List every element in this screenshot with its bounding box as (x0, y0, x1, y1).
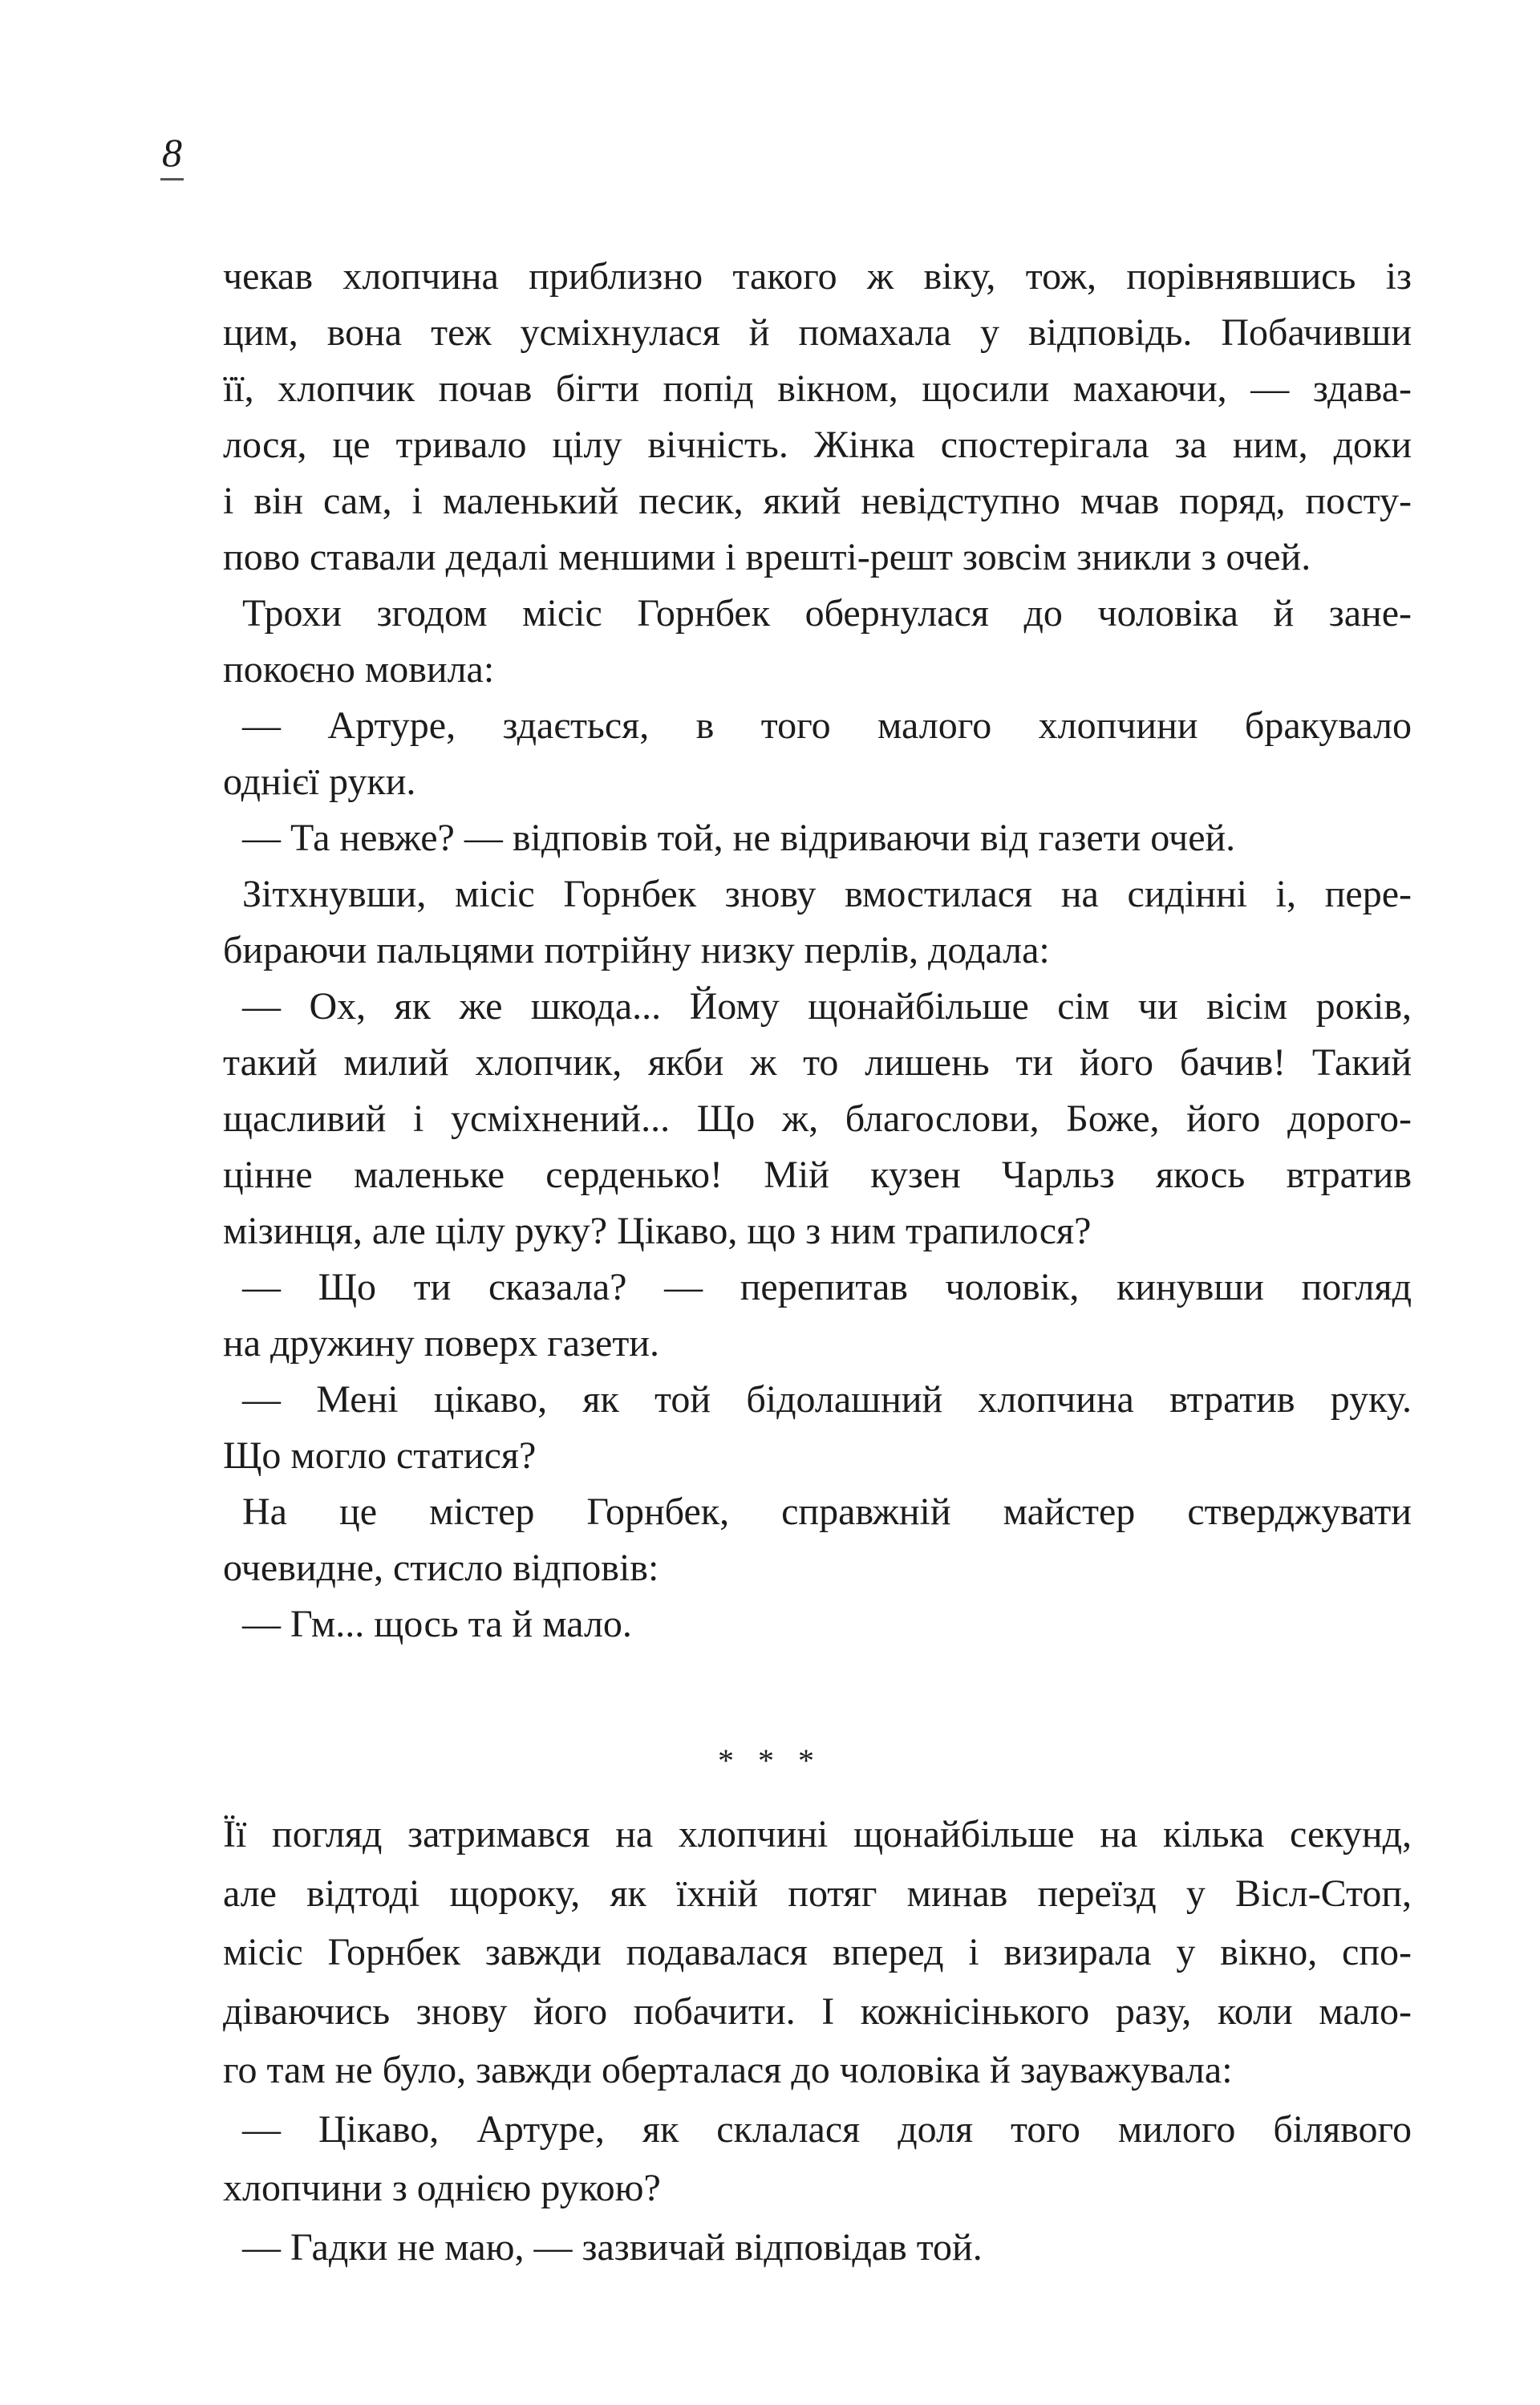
text-line: на дружину поверх газети. (223, 1322, 659, 1365)
text-line: — Гм... щось та й мало. (242, 1603, 632, 1645)
text-line: Що могло статися? (223, 1434, 537, 1477)
section-break: * * * (718, 1742, 822, 1778)
text-line: щасливий і усміхнений... Що ж, благослови, Боже, його дорого- (223, 1097, 1412, 1140)
text-line: Трохи згодом місіс Горнбек обернулася до чоловіка й зане- (242, 592, 1412, 635)
paragraph (223, 2218, 1412, 2277)
text-line: — Та невже? — відповів той, не відриваючи від газети очей. (242, 817, 1236, 859)
text-line: і він сам, і маленький песик, який невідступно мчав поряд, посту- (223, 480, 1412, 522)
text-line: пово ставали дедалі меншими і врешті-решт зовсім зникли з очей. (223, 536, 1311, 578)
text-line: бираючи пальцями потрійну низку перлів, додала: (223, 929, 1050, 971)
text-line: Її погляд затримався на хлопчині щонайбільше на кілька секунд, (223, 1813, 1412, 1855)
text-line: однієї руки. (223, 760, 416, 803)
text-line: лося, це тривало цілу вічність. Жінка спостерігала за ним, доки (223, 424, 1412, 466)
text-line: цим, вона теж усміхнулася й помахала у відповідь. Побачивши (223, 311, 1412, 354)
text-line: — Артуре, здається, в того малого хлопчини бракувало (242, 704, 1412, 747)
text-line: — Що ти сказала? — перепитав чоловік, кинувши погляд (242, 1266, 1412, 1308)
text-section-1 (223, 249, 1412, 1653)
text-line: го там не було, завжди оберталася до чоловіка й зауважувала: (223, 2049, 1233, 2091)
page-number: 8 (160, 128, 184, 180)
paragraph (223, 1259, 1412, 1372)
text-line: — Цікаво, Артуре, як склалася доля того милого білявого (242, 2107, 1412, 2151)
text-line: такий милий хлопчик, якби ж то лишень ти його бачив! Такий (223, 1041, 1412, 1084)
text-line: — Ох, як же шкода... Йому щонайбільше сім чи вісім років, (242, 985, 1412, 1028)
text-section-2 (223, 1805, 1412, 2277)
text-line: Зітхнувши, місіс Горнбек знову вмостилася на сидінні і, пере- (242, 873, 1412, 915)
text-line: покоєно мовила: (223, 648, 495, 691)
text-line: її, хлопчик почав бігти попід вікном, щосили махаючи, — здава- (223, 367, 1412, 410)
paragraph (223, 1484, 1412, 1596)
paragraph (223, 1596, 1412, 1653)
text-line: місіс Горнбек завжди подавалася вперед і визирала у вікно, спо- (223, 1931, 1412, 1973)
text-line: але відтоді щороку, як їхній потяг минав переїзд у Вісл-Стоп, (223, 1872, 1412, 1915)
paragraph (223, 698, 1412, 810)
text-line: хлопчини з однією рукою? (223, 2167, 661, 2209)
paragraph (223, 249, 1412, 586)
paragraph (223, 979, 1412, 1259)
text-line: цінне маленьке серденько! Мій кузен Чарльз якось втратив (223, 1154, 1412, 1196)
text-line: — Мені цікаво, як той бідолашний хлопчина втратив руку. (242, 1378, 1412, 1421)
paragraph (223, 1805, 1412, 2100)
text-line: На це містер Горнбек, справжній майстер стверджувати (242, 1490, 1412, 1533)
paragraph (223, 2100, 1412, 2218)
paragraph (223, 586, 1412, 698)
paragraph (223, 866, 1412, 979)
paragraph (223, 1372, 1412, 1484)
text-line: чекав хлопчина приблизно такого ж віку, тож, порівнявшись із (223, 255, 1412, 298)
text-line: очевидне, стисло відповів: (223, 1547, 659, 1589)
paragraph (223, 810, 1412, 866)
text-line: — Гадки не маю, — зазвичай відповідав той. (242, 2225, 983, 2269)
text-line: діваючись знову його побачити. І кожнісінького разу, коли мало- (223, 1989, 1412, 2033)
text-line: мізинця, але цілу руку? Цікаво, що з ним трапилося? (223, 1210, 1092, 1252)
